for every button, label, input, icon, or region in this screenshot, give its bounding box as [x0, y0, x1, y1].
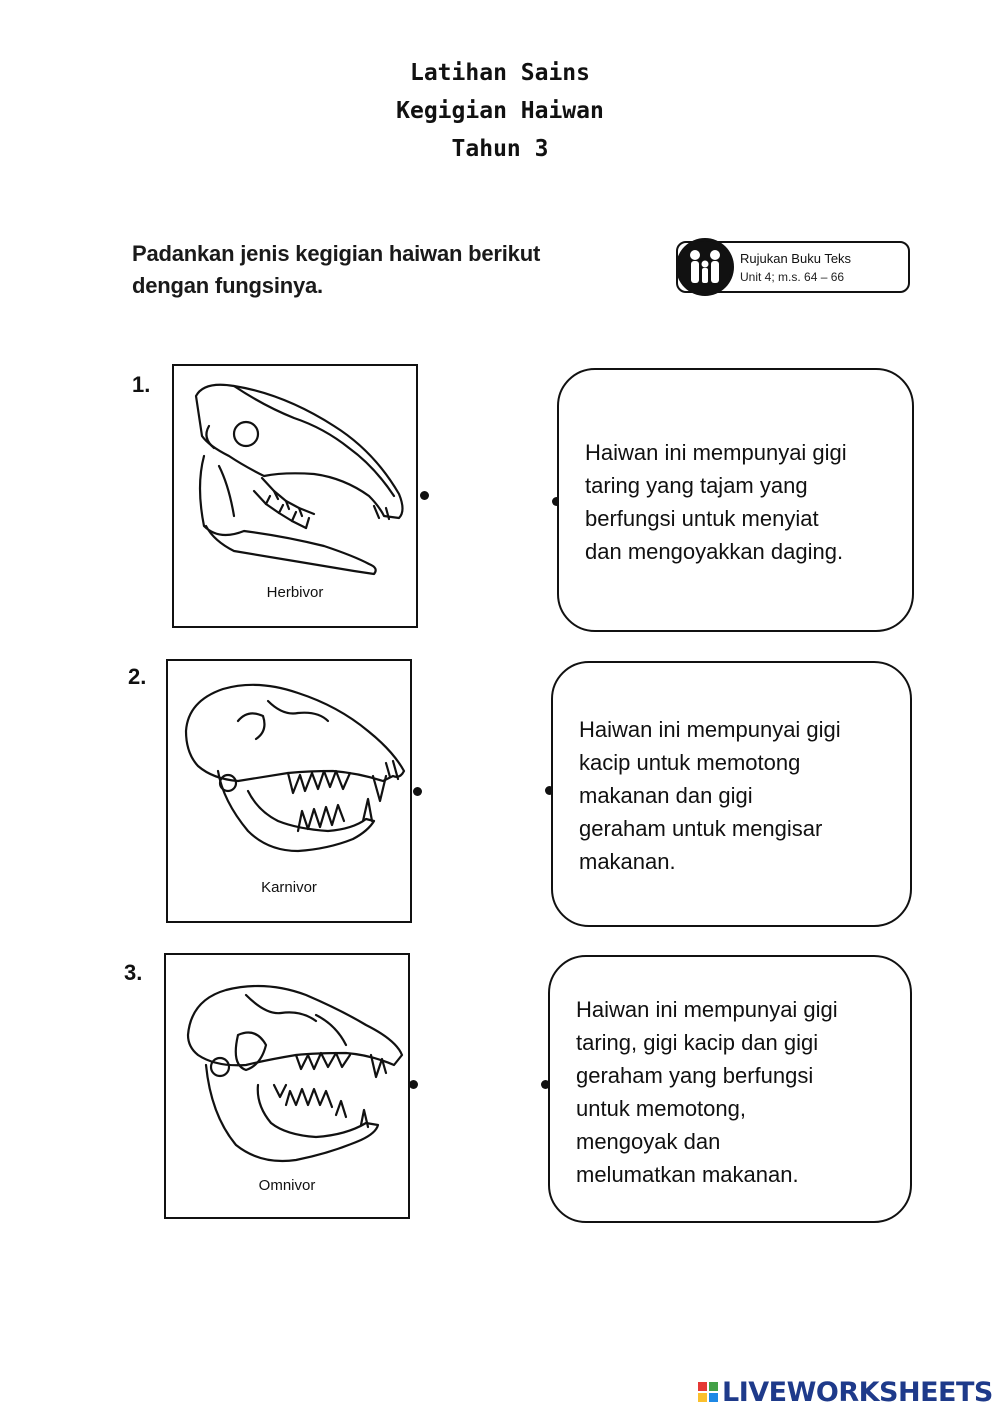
description-text-3: Haiwan ini mempunyai gigi taring, gigi kacip dan gigi geraham yang berfungsi untuk memotong, mengoyak dan melumatkan makanan.	[576, 997, 838, 1187]
description-card-3	[548, 955, 912, 1223]
textbook-reference	[676, 241, 910, 293]
match-dot-left-1[interactable]	[420, 491, 429, 500]
herbivore-label: Herbivor	[266, 584, 324, 601]
liveworksheets-logo[interactable]	[697, 1377, 993, 1408]
instruction-text: Padankan jenis kegigian haiwan berikut dengan fungsinya.	[132, 241, 541, 298]
omnivore-label: Omnivor	[258, 1177, 316, 1194]
description-text-2: Haiwan ini mempunyai gigi kacip untuk memotong makanan dan gigi geraham untuk mengisar makanan.	[579, 717, 841, 874]
item-number-1: 1.	[132, 372, 151, 397]
item-number-3: 3.	[124, 960, 143, 985]
liveworksheets-mark-icon	[697, 1381, 719, 1403]
match-dot-left-2[interactable]	[413, 787, 422, 796]
description-card-2	[551, 661, 912, 927]
item-number-2: 2.	[128, 664, 147, 689]
description-card-1	[557, 368, 914, 632]
title-line-2: Kegigian Haiwan	[396, 98, 604, 124]
match-dot-left-3[interactable]	[409, 1080, 418, 1089]
carnivore-label: Karnivor	[261, 879, 317, 896]
reference-title: Rujukan Buku Teks	[740, 251, 852, 266]
carnivore-skull-picture	[166, 659, 412, 923]
description-text-1: Haiwan ini mempunyai gigi taring yang tajam yang berfungsi untuk menyiat dan mengoyakkan daging.	[585, 440, 847, 564]
reference-pages: Unit 4; m.s. 64 – 66	[740, 270, 845, 284]
herbivore-skull-picture	[172, 364, 418, 628]
omnivore-skull-picture	[164, 953, 410, 1219]
liveworksheets-brand: LIVEWORKSHEETS	[722, 1377, 993, 1408]
title-line-3: Tahun 3	[451, 136, 549, 162]
title-line-1: Latihan Sains	[409, 60, 590, 86]
family-icon	[676, 238, 734, 296]
